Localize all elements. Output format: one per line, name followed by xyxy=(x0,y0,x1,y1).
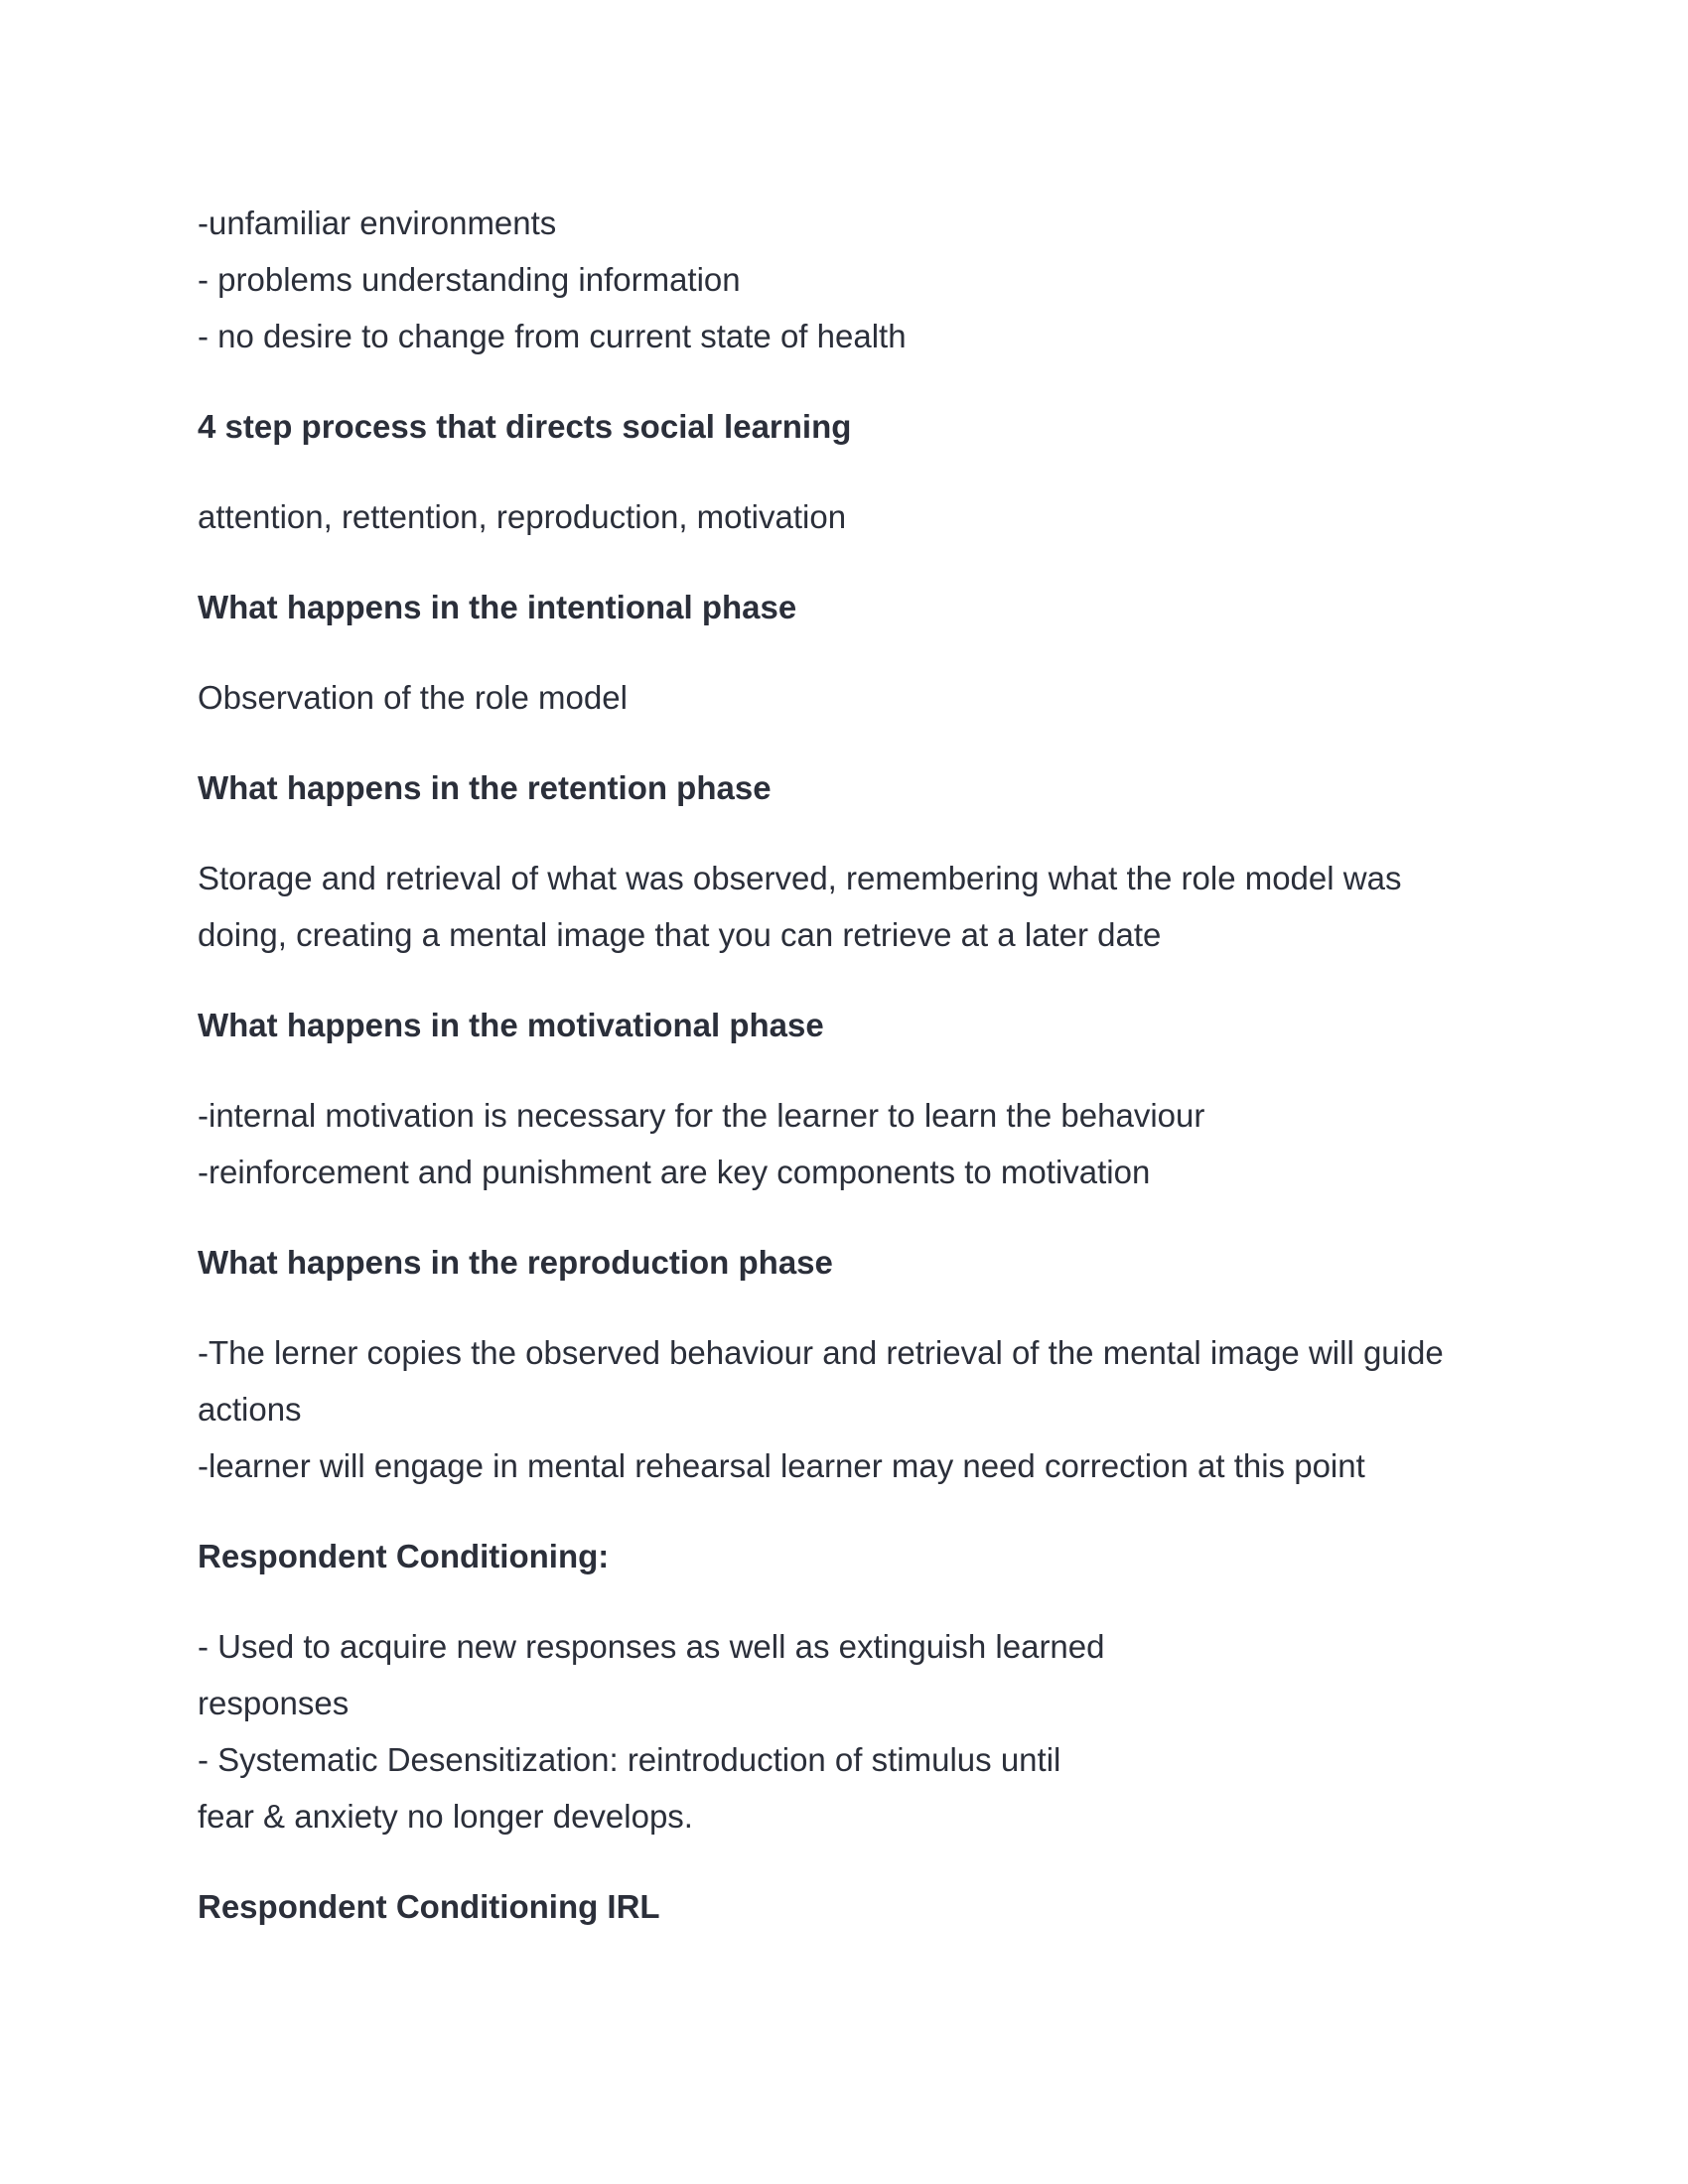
section-reproduction-phase xyxy=(198,1234,1488,1494)
section-text: -learner will engage in mental rehearsal learner may need correction at this point xyxy=(198,1447,1365,1484)
section-social-learning xyxy=(198,398,1488,545)
section-text: -internal motivation is necessary for the learner to learn the behaviour xyxy=(198,1097,1205,1134)
section-heading: What happens in the reproduction phase xyxy=(198,1244,833,1281)
section-heading: Respondent Conditioning: xyxy=(198,1538,610,1574)
section-text: -reinforcement and punishment are key components to motivation xyxy=(198,1154,1151,1190)
section-heading: What happens in the motivational phase xyxy=(198,1007,824,1043)
section-heading: Respondent Conditioning IRL xyxy=(198,1888,660,1925)
section-respondent-conditioning-irl xyxy=(198,1878,1488,1935)
intro-list xyxy=(198,195,1488,364)
intro-line: - problems understanding information xyxy=(198,261,741,298)
section-text: Observation of the role model xyxy=(198,679,628,716)
intro-line: -unfamiliar environments xyxy=(198,205,557,241)
section-motivational-phase xyxy=(198,997,1488,1200)
intro-line: - no desire to change from current state of health xyxy=(198,318,907,354)
section-text: -The lerner copies the observed behaviour and retrieval of the mental image will guide xyxy=(198,1334,1444,1371)
section-text: - Systematic Desensitization: reintroduction of stimulus until xyxy=(198,1741,1061,1778)
section-respondent-conditioning xyxy=(198,1528,1488,1844)
section-heading: What happens in the intentional phase xyxy=(198,589,797,625)
section-text: - Used to acquire new responses as well as extinguish learned xyxy=(198,1628,1105,1665)
section-heading: 4 step process that directs social learning xyxy=(198,408,852,445)
section-intentional-phase xyxy=(198,579,1488,726)
section-text: attention, rettention, reproduction, motivation xyxy=(198,498,847,535)
section-text: fear & anxiety no longer develops. xyxy=(198,1798,693,1835)
section-text: doing, creating a mental image that you can retrieve at a later date xyxy=(198,916,1162,953)
section-text: Storage and retrieval of what was observed, remembering what the role model was xyxy=(198,860,1402,896)
section-retention-phase xyxy=(198,759,1488,963)
document-content xyxy=(198,195,1488,1935)
section-text: actions xyxy=(198,1391,302,1428)
section-text: responses xyxy=(198,1685,350,1721)
section-heading: What happens in the retention phase xyxy=(198,769,772,806)
